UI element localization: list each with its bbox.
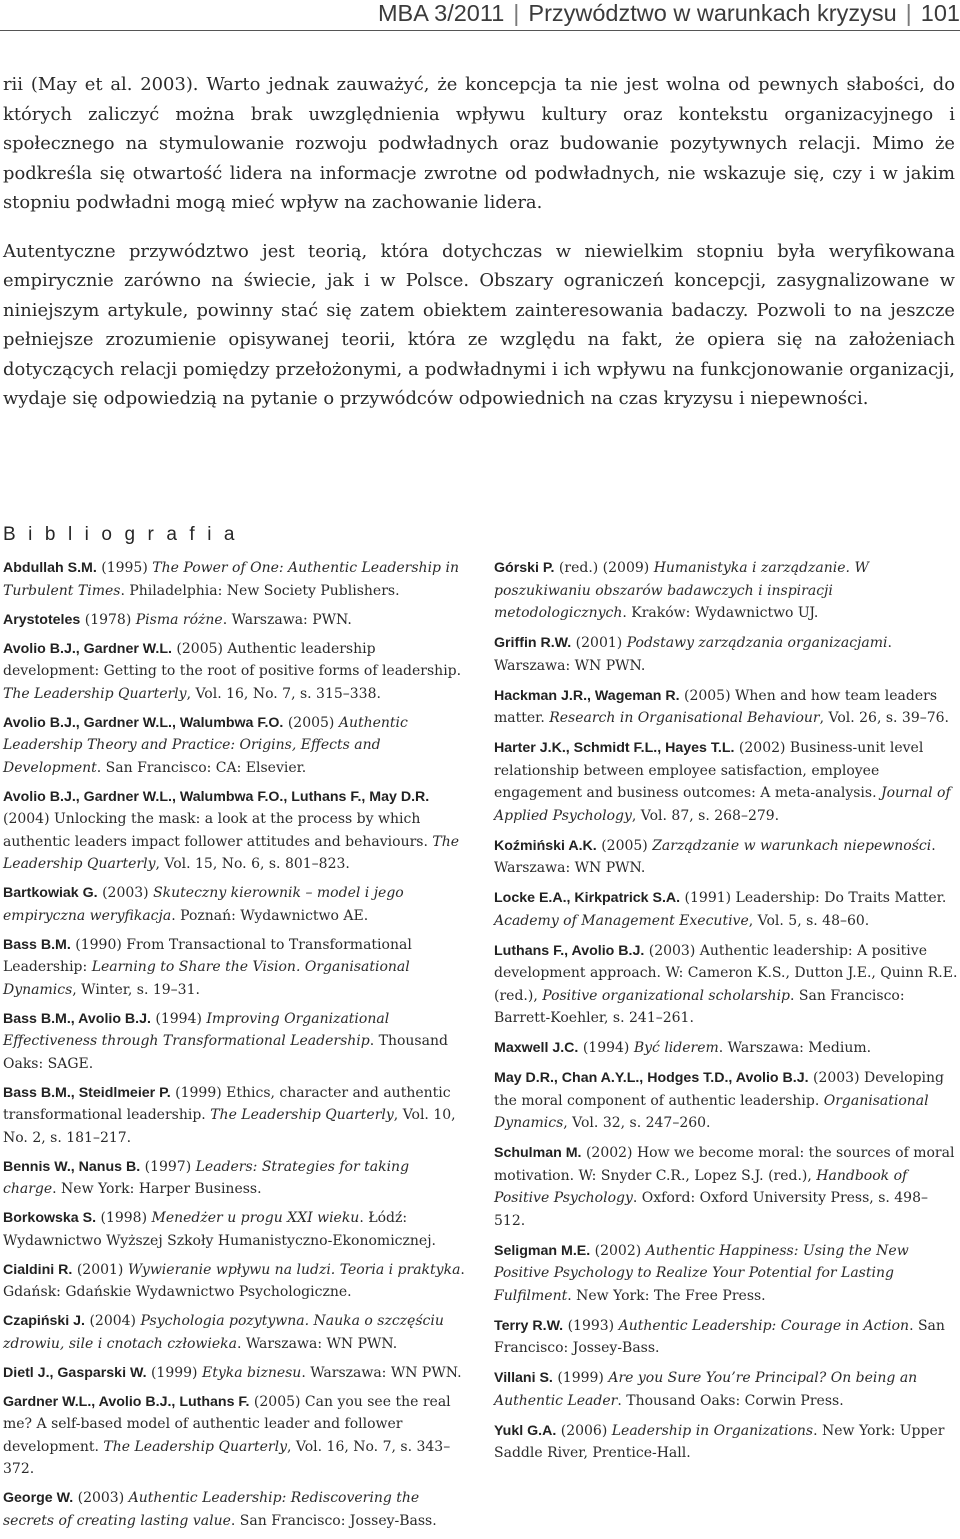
reference-entry [3,1156,465,1201]
reference-text: (2001) [571,635,627,651]
reference-text: . Warszawa: Medium. [718,1040,872,1056]
reference-text: (1998) [96,1210,152,1226]
reference-text: (2005) When and how team leaders matter. [494,687,938,726]
body-text [3,70,955,414]
reference-title: Skuteczny kierownik – model i jego empiryczna weryfikacja [3,885,404,924]
reference-entry [494,1240,958,1308]
reference-authors: Maxwell J.C. [494,1040,579,1056]
reference-text: (2003) Authentic leadership: A positive development approach. W: Cameron K.S., Dutton J.E., Quinn R.E. (red.), [494,942,958,1004]
reference-entry [3,1008,465,1076]
reference-text: . Philadelphia: New Society Publishers. [120,582,400,599]
body-paragraph-1: rii (May et al. 2003). Warto jednak zauważyć, że koncepcja ta nie jest wolna od pewnych słabości, do których zaliczyć można brak uwzględnienia wpływu kultury oraz kontekstu organizacyjnego i społecznego na stymulowanie rozwoju podwładnych oraz budowanie pozytywnych relacji. Mimo że podkreśla się otwartość lidera na informacje zwrotne od podwładnych, nie wskazuje się, czy i w jakim stopniu podwładni mogą mieć wpływ na zachowanie lidera. [3,74,955,213]
reference-entry [3,1207,465,1252]
reference-text: . San Francisco: CA: Elsevier. [96,759,307,776]
reference-text: . Oxford: Oxford University Press, s. 498–512. [494,1190,928,1229]
reference-title: Organisational Dynamics [494,1092,929,1131]
references-column-right [494,557,958,1472]
reference-title: Menedżer u progu XXI wieku [151,1210,360,1226]
reference-entry [494,685,958,730]
header-separator-1: | [513,0,520,26]
reference-text: (1994) [578,1040,634,1056]
reference-entry [3,786,465,876]
reference-text: . Warszawa: WN PWN. [236,1335,398,1352]
reference-authors: George W. [3,1490,74,1506]
reference-entry [3,1310,465,1355]
reference-authors: Bass B.M., Avolio B.J. [3,1010,151,1027]
body-paragraph-2: Autentyczne przywództwo jest teorią, która dotychczas w niewielkim stopniu była weryfikowana empirycznie zarówno na świecie, jak i w Polsce. Obszary ograniczeń koncepcji, zasygnalizowane w niniejszym artykule, powinny stać się zatem obiektem zainteresowania badaczy. Pozwoli to na jeszcze pełniejsze zrozumienie opisywanej teorii, która ze względu na fakt, że opiera się na założeniach dotyczących relacji pomiędzy przełożonymi, a podwładnymi i ich wpływu na funkcjonowanie organizacji, wydaje się odpowiedzią na pytanie o przywódców odpowiednich na czas kryzysu i niepewności. [3,240,955,409]
reference-text: . San Francisco: Jossey-Bass. [230,1512,437,1529]
reference-authors: Yukl G.A. [494,1422,557,1439]
reference-authors: Górski P. [494,560,555,576]
reference-text: (2003) [97,885,154,901]
reference-title: Podstawy zarządzania organizacjami [626,635,888,651]
reference-title: Academy of Management Executive [494,912,749,929]
reference-text: . Łódź: Wydawnictwo Wyższej Szkoły Humanistyczno-Ekonomicznej. [3,1210,436,1249]
reference-authors: Cialdini R. [3,1261,73,1278]
reference-authors: Avolio B.J., Gardner W.L., Walumbwa F.O. [3,714,284,731]
reference-text: . Thousand Oaks: Corwin Press. [617,1392,844,1409]
reference-text: , Vol. 10, No. 2, s. 181–217. [3,1107,456,1146]
reference-authors: Bartkowiak G. [3,885,98,901]
reference-text: . New York: Upper Saddle River, Prentice-Hall. [494,1422,945,1461]
reference-entry [3,1487,465,1532]
reference-title: Leaders: Strategies for taking charge [3,1158,410,1197]
reference-entry [494,632,958,677]
reference-text: (1999) Ethics, character and authentic transformational leadership. [3,1084,451,1123]
reference-text: . Warszawa: WN PWN. [494,635,892,674]
reference-text: (1999) [552,1370,609,1386]
reference-authors: Czapiński J. [3,1313,86,1329]
reference-authors: Hackman J.R., Wageman R. [494,687,680,704]
reference-title: Are you Sure You’re Principal? On being an Authentic Leader [494,1370,918,1409]
reference-authors: Locke E.A., Kirkpatrick S.A. [494,890,681,906]
reference-entry [3,609,465,632]
reference-text: , Vol. 32, s. 247–260. [563,1115,711,1131]
reference-title: Psychologia pozytywna. Nauka o szczęściu zdrowiu, sile i cnotach człowieka [3,1313,444,1352]
reference-authors: Schulman M. [494,1145,582,1161]
reference-authors: Abdullah S.M. [3,560,97,576]
reference-text: (2005) [596,837,653,854]
reference-entry [494,940,958,1030]
reference-text: . New York: Harper Business. [52,1181,262,1197]
reference-entry [494,1420,958,1465]
reference-authors: Bass B.M. [3,936,71,953]
reference-authors: Villani S. [494,1370,553,1386]
reference-title: Być liderem [633,1040,719,1056]
reference-authors: Avolio B.J., Gardner W.L., Walumbwa F.O., Luthans F., May D.R. [3,788,430,805]
reference-text: (2002) [590,1242,646,1259]
reference-text: (2004) Unlocking the mask: a look at the process by which authentic leaders impact follower attitudes and behaviours. [3,811,433,850]
reference-text: . Thousand Oaks: SAGE. [3,1033,448,1072]
article-title: Przywództwo w warunkach kryzysu [528,0,897,26]
reference-text: . Poznań: Wydawnictwo AE. [171,907,369,924]
reference-title: Wywieranie wpływu na ludzi. Teoria i praktyka [127,1261,461,1278]
reference-authors: Luthans F., Avolio B.J. [494,942,645,959]
reference-entry [3,638,465,706]
reference-text: (1978) [80,611,136,628]
reference-authors: Koźmiński A.K. [494,837,597,854]
reference-entry [494,737,958,827]
reference-text: (2005) [283,714,339,731]
reference-title: Pisma różne [135,611,223,628]
reference-text: (2006) [556,1422,612,1439]
reference-title: Authentic Happiness: Using the New Positive Psychology to Realize Your Potential for Lasting Fulfilment [494,1242,909,1304]
reference-entry [494,1367,958,1412]
reference-text: (1997) [140,1158,196,1175]
reference-text: . Warszawa: WN PWN. [494,837,936,876]
reference-entry [3,934,465,1002]
reference-entry [494,835,958,880]
reference-title: Improving Organizational Effectiveness through Transformational Leadership [3,1010,390,1049]
reference-authors: Terry R.W. [494,1317,564,1334]
reference-text: , Winter, s. 19–31. [72,981,200,998]
reference-authors: Griffin R.W. [494,635,572,651]
journal-issue: MBA 3/2011 [377,0,505,26]
reference-title: Learning to Share the Vision. Organisational Dynamics [3,959,410,998]
reference-authors: Bass B.M., Steidlmeier P. [3,1084,171,1101]
reference-entry [494,1037,958,1060]
references-column-left [3,557,465,1539]
running-header [0,0,960,31]
reference-text: (red.) (2009) [554,560,654,576]
reference-entry [494,557,958,625]
reference-entry [3,882,465,927]
reference-text: (1993) [563,1317,619,1334]
reference-text: (1991) Leadership: Do Traits Matter. [680,890,947,906]
reference-entry [494,887,958,932]
reference-authors: Borkowska S. [3,1210,97,1226]
header-separator-2: | [905,0,912,26]
reference-text: , Vol. 16, No. 7, s. 315–338. [186,685,381,702]
reference-text: (2002) How we become moral: the sources of moral motivation. W: Snyder C.R., Lopez S.J. (red.), [494,1145,955,1184]
reference-text: . Gdańsk: Gdańskie Wydawnictwo Psychologiczne. [3,1261,465,1300]
reference-entry [494,1142,958,1232]
reference-title: Etyka biznesu [201,1364,302,1381]
reference-text: , Vol. 87, s. 268–279. [631,807,780,824]
reference-title: Zarządzanie w warunkach niepewności [652,837,932,854]
reference-text: . Warszawa: PWN. [222,611,352,628]
reference-text: , Vol. 26, s. 39–76. [819,710,950,726]
reference-title: The Leadership Quarterly [3,833,460,872]
reference-entry [494,1315,958,1360]
reference-text: . Kraków: Wydawnictwo UJ. [622,605,819,621]
reference-text: (2003) [73,1490,129,1506]
reference-authors: Harter J.K., Schmidt F.L., Hayes T.L. [494,740,735,756]
reference-authors: Dietl J., Gasparski W. [3,1364,147,1381]
reference-title: Authentic Leadership Theory and Practice: Origins, Effects and Development [3,714,408,776]
reference-text: , Vol. 16, No. 7, s. 343–372. [3,1438,451,1477]
reference-authors: May D.R., Chan A.Y.L., Hodges T.D., Avolio B.J. [494,1070,809,1086]
reference-text: . New York: The Free Press. [567,1287,766,1304]
reference-title: Leadership in Organizations [611,1422,814,1439]
reference-title: The Leadership Quarterly [210,1107,394,1123]
reference-title: Research in Organisational Behaviour [549,710,820,726]
reference-text: (2001) [72,1261,128,1278]
reference-entry [3,1259,465,1304]
page-number: 101 [920,0,960,26]
reference-text: . San Francisco: Jossey-Bass. [494,1317,945,1356]
reference-title: The Leadership Quarterly [103,1438,287,1455]
reference-text: . San Francisco: Barrett-Koehler, s. 241–261. [494,987,905,1026]
reference-text: (2003) Developing the moral component of authentic leadership. [494,1070,945,1109]
reference-text: . Warszawa: WN PWN. [301,1364,462,1381]
reference-title: Positive organizational scholarship [542,987,791,1004]
reference-authors: Arystoteles [3,611,81,628]
reference-authors: Gardner W.L., Avolio B.J., Luthans F. [3,1393,250,1410]
reference-text: (2005) Can you see the real me? A self-based model of authentic leader and follower development. [3,1393,451,1455]
reference-text: (2002) Business-unit level relationship between employee satisfaction, employee engagement and business outcomes: A meta-analysis. [494,740,924,801]
reference-text: (1990) From Transactional to Transformational Leadership: [3,936,412,975]
reference-text: , Vol. 5, s. 48–60. [748,912,870,929]
reference-authors: Bennis W., Nanus B. [3,1158,141,1175]
reference-title: The Leadership Quarterly [3,685,187,702]
reference-entry [3,712,465,780]
reference-authors: Seligman M.E. [494,1242,591,1259]
reference-text: (1995) [96,560,153,576]
reference-title: Handbook of Positive Psychology [494,1167,908,1206]
reference-entry [3,557,465,602]
reference-entry [3,1082,465,1150]
reference-text: (2004) [85,1313,141,1329]
reference-title: The Power of One: Authentic Leadership in Turbulent Times [3,560,459,599]
reference-entry [3,1391,465,1481]
reference-text: (2005) Authentic leadership development: Getting to the root of positive forms of leadership. [3,640,462,679]
reference-text: , Vol. 15, No. 6, s. 801–823. [155,856,350,872]
reference-title: Authentic Leadership: Courage in Action [618,1317,910,1334]
reference-entry [494,1067,958,1135]
reference-entry [3,1362,465,1385]
reference-authors: Avolio B.J., Gardner W.L. [3,640,172,657]
reference-title: Journal of Applied Psychology [494,785,951,824]
reference-title: Humanistyka i zarządzanie. W poszukiwaniu obszarów badawczych i inspiracji metodologicznych [494,560,869,621]
bibliography-heading: Bibliografia [3,524,247,545]
reference-text: (1999) [146,1364,202,1381]
reference-title: Authentic Leadership: Rediscovering the secrets of creating lasting value [3,1490,420,1529]
reference-text: (1994) [150,1010,207,1027]
